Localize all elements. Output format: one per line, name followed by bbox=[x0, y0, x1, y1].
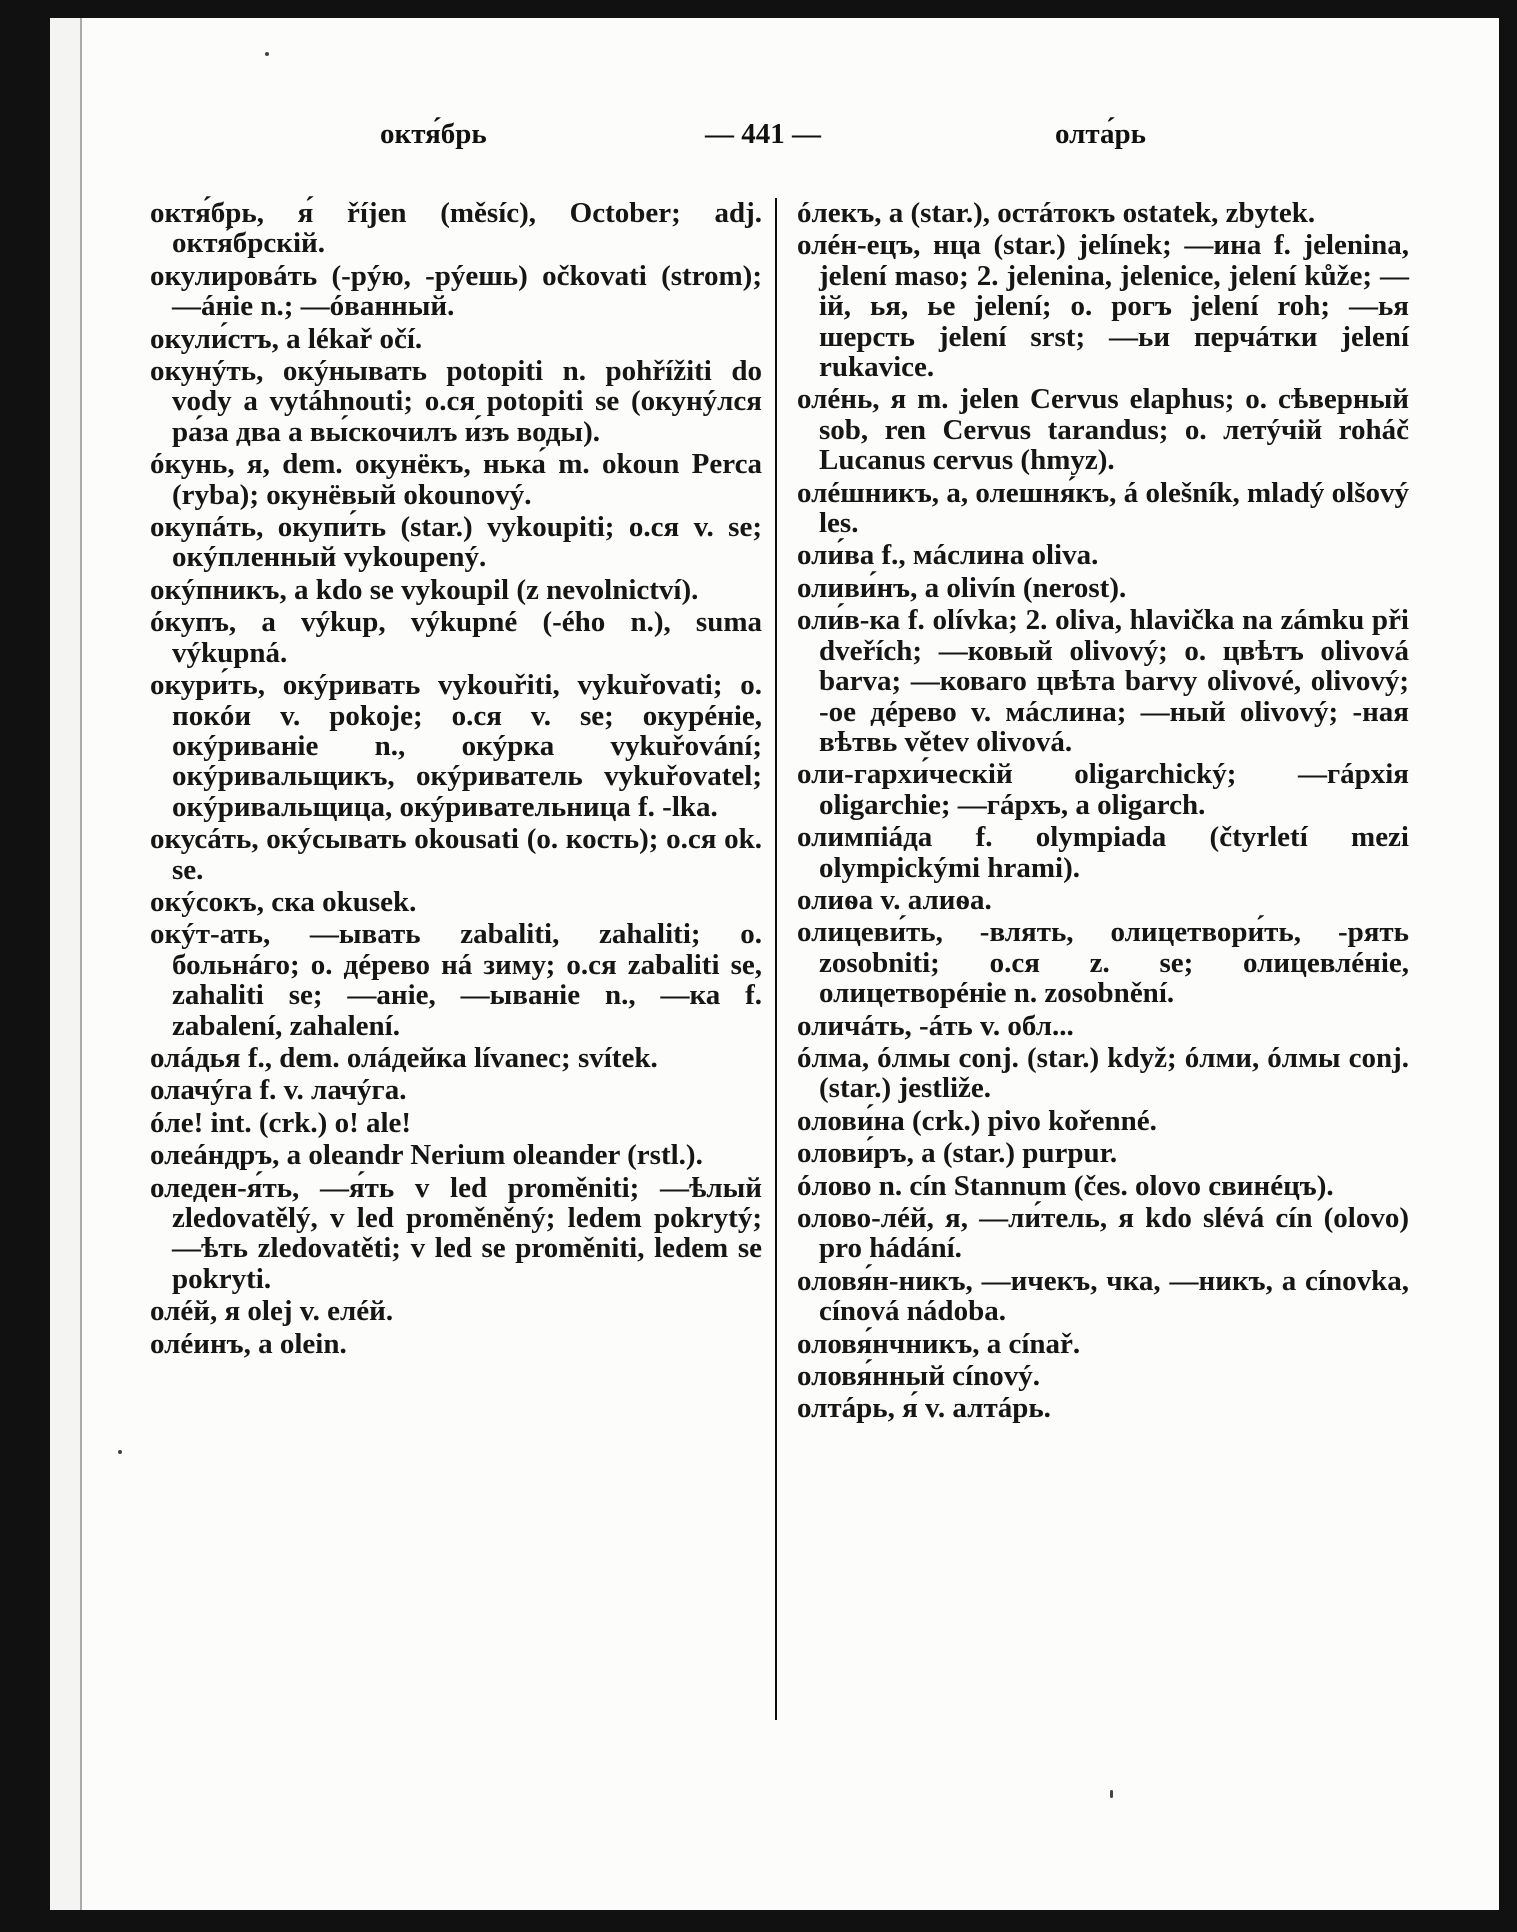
dictionary-entry: окулировáть (-рýю, -рýешь) očkovati (strom); —áніе n.; —óванный. bbox=[150, 259, 762, 323]
dictionary-entry: олови́ръ, а (star.) purpur. bbox=[797, 1137, 1118, 1170]
dictionary-entry: олтáрь, я́ v. алтáрь. bbox=[797, 1392, 1051, 1425]
dictionary-entry: óле! int. (crk.) o! ale! bbox=[150, 1106, 412, 1139]
dictionary-entry: окули́стъ, а lékař očí. bbox=[150, 322, 423, 355]
dictionary-entry: окýпникъ, а kdo se vykoupil (z nevolnictví). bbox=[150, 573, 699, 606]
print-speck bbox=[118, 1450, 122, 1454]
dictionary-entry: олови́на (crk.) pivo kořenné. bbox=[797, 1104, 1157, 1137]
dictionary-entry: олеáндръ, а oleandr Nerium oleander (rstl.). bbox=[150, 1139, 703, 1172]
dictionary-entry: олéинъ, а olein. bbox=[150, 1327, 347, 1360]
dictionary-entry: окупáть, окупи́ть (star.) vykoupiti; o.ся v. se; окýпленный vykoupený. bbox=[150, 511, 762, 574]
dictionary-entry: олéй, я olej v. елéй. bbox=[150, 1295, 394, 1328]
dictionary-entry: óлово n. cín Stannum (čes. olovo свинéцъ). bbox=[797, 1169, 1334, 1202]
dictionary-entry: оли́в-ка f. olívka; 2. oliva, hlavička na zámku při dveřích; —ковый olivový; o. цвѣтъ olivová barva; —коваго цвѣта barvy olivové, olivový; -ое дéрево v. мáслина; —ный olivový; -ная вѣтвь větev olivová. bbox=[797, 604, 1409, 758]
header-left-guideword: октя́брь bbox=[380, 118, 487, 150]
scan-border-top bbox=[0, 0, 1517, 18]
dictionary-entry: óлма, óлмы conj. (star.) když; óлми, óлмы conj. (star.) jestliže. bbox=[797, 1041, 1409, 1105]
dictionary-entry: оловя́нный cínový. bbox=[797, 1360, 1040, 1393]
print-speck bbox=[265, 52, 269, 56]
dictionary-entry: олицеви́ть, -влять, олицетвори́ть, -рять zosobniti; o.ся z. se; олицевлéніе, олицетворéніе n. zosobnění. bbox=[797, 916, 1409, 1010]
column-divider bbox=[775, 198, 777, 1720]
dictionary-entry: олачýга f. v. лачýга. bbox=[150, 1074, 407, 1107]
dictionary-entry: олиѳа v. алиѳа. bbox=[797, 883, 992, 916]
dictionary-entry: олéн-ецъ, нца (star.) jelínek; —ина f. jelenina, jelení maso; 2. jelenina, jelenice, jelení kůže; —ій, ья, ье jelení; o. рогъ jelení roh; —ья шерсть jelení srst; —ьи перчáтки jelení rukavice. bbox=[797, 229, 1409, 384]
dictionary-entry: óкунь, я, dem. окунёкъ, нька́ m. okoun Perca (ryba); окунёвый okounový. bbox=[150, 448, 762, 511]
dictionary-entry: óлекъ, а (star.), остáтокъ ostatek, zbytek. bbox=[797, 197, 1316, 229]
running-header bbox=[150, 118, 1410, 158]
page-number: — 441 — bbox=[705, 118, 821, 150]
dictionary-entry: окусáть, окýсывать okousati (o. кость); o.ся ok. se. bbox=[150, 823, 762, 886]
left-column bbox=[150, 198, 762, 1361]
previous-page-edge bbox=[50, 18, 82, 1910]
dictionary-entry: оличáть, -áть v. обл... bbox=[797, 1009, 1074, 1042]
dictionary-entry: окури́ть, окýривать vykouřiti, vykuřovati; o. покóи v. pokoje; o.ся v. se; окурéніе, окýриваніе n., окýрка vykuřování; окýривальщикъ, окýриватель vykuřovatel; окýривальщица, окýривательница f. -lka. bbox=[150, 669, 762, 823]
dictionary-entry: октя́брь, я́ říjen (měsíc), October; adj. октя́брскій. bbox=[150, 197, 762, 260]
dictionary-entry: оловя́н-никъ, —ичекъ, чка, —никъ, а cínovka, cínová nádoba. bbox=[797, 1264, 1409, 1328]
right-column bbox=[797, 198, 1409, 1426]
dictionary-entry: оледен-я́ть, —я́ть v led proměniti; —ѣлый zledovatělý, v led proměněný; ledem pokrytý; —ѣть zledovatěti; v led se proměniti, ledem se pokryti. bbox=[150, 1171, 762, 1295]
dictionary-entry: оли́ва f., мáслина oliva. bbox=[797, 539, 1099, 572]
scan-border-right bbox=[1499, 0, 1517, 1932]
dictionary-entry: олáдья f., dem. олáдейка lívanec; svítek. bbox=[150, 1041, 658, 1074]
dictionary-entry: олéнь, я m. jelen Cervus elaphus; o. сѣверный sob, ren Cervus tarandus; o. летýчій roháč Lucanus cervus (hmyz). bbox=[797, 383, 1409, 477]
header-right-guideword: олта́рь bbox=[1055, 118, 1146, 150]
dictionary-entry: окýсокъ, ска okusek. bbox=[150, 885, 417, 918]
scan-border-left bbox=[0, 0, 50, 1932]
dictionary-entry: олéшникъ, а, олешня́къ, á olešník, mladý olšový les. bbox=[797, 476, 1409, 540]
dictionary-entry: оливи́нъ, а olivín (nerost). bbox=[797, 571, 1127, 604]
print-speck bbox=[1110, 1790, 1113, 1798]
dictionary-entry: оли-гархи́ческій oligarchický; —гáрхія oligarchie; —гáрхъ, а oligarch. bbox=[797, 758, 1409, 821]
dictionary-entry: окунýть, окýнывать potopiti n. pohřížiti do vody a vytáhnouti; o.ся potopiti se (окунýлся ра́за два а вы́скочилъ и́зъ воды). bbox=[150, 355, 762, 448]
dictionary-entry: оловя́нчникъ, а cínař. bbox=[797, 1327, 1081, 1360]
dictionary-entry: окýт-ать, —ывать zabaliti, zahaliti; o. больнáго; o. дéрево нá зиму; o.ся zabaliti se, zahaliti se; —аніе, —ываніе n., —ка f. zabalení, zahalení. bbox=[150, 918, 762, 1042]
scan-border-bottom bbox=[0, 1910, 1517, 1932]
dictionary-entry: олово-лéй, я, —ли́тель, я kdo slévá cín (olovo) pro hádání. bbox=[797, 1202, 1409, 1265]
dictionary-entry: олимпіáда f. olympiada (čtyrletí mezi olympickými hrami). bbox=[797, 821, 1409, 884]
dictionary-entry: óкупъ, а výkup, výkupné (-ého n.), suma výkupná. bbox=[150, 606, 762, 669]
